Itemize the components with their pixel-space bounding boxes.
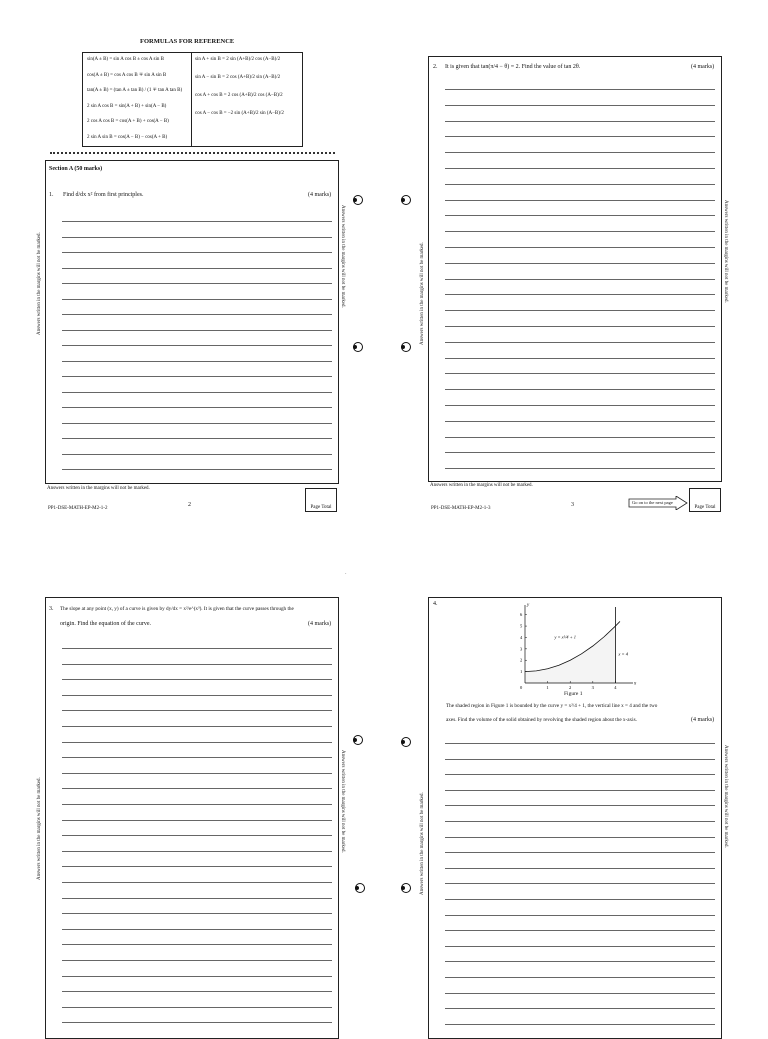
answer-line[interactable] xyxy=(62,882,332,883)
margin-note-right: Answers written in the margins will not be marked. xyxy=(340,750,345,853)
go-on-arrow xyxy=(628,496,688,510)
answer-line[interactable] xyxy=(62,976,332,977)
go-on-text: Go on to the next page xyxy=(632,500,673,505)
y-axis-label: y xyxy=(527,603,530,608)
formula-line: cos(A ± B) = cos A cos B ∓ sin A sin B xyxy=(87,72,167,78)
origin-label: 0 xyxy=(520,685,523,689)
answer-line[interactable] xyxy=(62,392,332,393)
exam-page-3 xyxy=(384,0,768,520)
answer-line[interactable] xyxy=(445,437,715,438)
answer-line[interactable] xyxy=(445,168,715,169)
y-tick-label: 6 xyxy=(520,612,523,618)
answer-line[interactable] xyxy=(62,237,332,238)
page-total-box xyxy=(305,488,337,512)
answer-line[interactable] xyxy=(445,389,715,390)
formula-line: tan(A ± B) = (tan A ± tan B) / (1 ∓ tan A tan B) xyxy=(87,88,183,93)
formula-line: sin A + sin B = 2 sin (A+B)/2 cos (A−B)/2 xyxy=(195,57,281,62)
margin-note-right: Answers written in the margins will not be marked. xyxy=(723,200,728,303)
answer-line[interactable] xyxy=(62,742,332,743)
answer-line[interactable] xyxy=(445,263,715,264)
formula-line: cos A + cos B = 2 cos (A+B)/2 cos (A−B)/2 xyxy=(195,93,283,98)
answer-line[interactable] xyxy=(445,421,715,422)
answer-line[interactable] xyxy=(445,121,715,122)
answer-line[interactable] xyxy=(445,821,715,822)
page-number: 3 xyxy=(571,502,574,508)
answer-line[interactable] xyxy=(62,929,332,930)
answer-line[interactable] xyxy=(445,152,715,153)
answer-line[interactable] xyxy=(62,710,332,711)
x-tick-label: 2 xyxy=(569,685,572,689)
question-marks: (4 marks) xyxy=(308,621,332,627)
answer-line[interactable] xyxy=(62,757,332,758)
answer-line[interactable] xyxy=(445,247,715,248)
question-text-line2: axes. Find the volume of the solid obtained by revolving the shaded region about the x-axis. xyxy=(446,717,637,723)
answer-line[interactable] xyxy=(62,960,332,961)
margin-note-left: Answers written in the margins will not be marked. xyxy=(37,777,42,880)
margin-note-left: Answers written in the margins will not be marked. xyxy=(420,242,425,345)
answer-line[interactable] xyxy=(445,326,715,327)
answer-line[interactable] xyxy=(62,991,332,992)
answer-line[interactable] xyxy=(62,726,332,727)
answer-box-q3 xyxy=(45,597,339,1039)
answer-line[interactable] xyxy=(445,868,715,869)
answer-line[interactable] xyxy=(445,105,715,106)
answer-line[interactable] xyxy=(445,774,715,775)
question-text-line1: The shaded region in Figure 1 is bounded by the curve y = x²/4 + 1, the vertical line x = 4 and the two xyxy=(446,703,658,709)
formula-line: 2 sin A sin B = cos(A − B) − cos(A + B) xyxy=(87,134,168,140)
answer-box-q1 xyxy=(45,160,339,484)
y-tick-label: 3 xyxy=(520,646,523,652)
answer-line[interactable] xyxy=(445,310,715,311)
formulas-table xyxy=(82,52,303,147)
formula-line: 2 sin A cos B = sin(A + B) + sin(A − B) xyxy=(87,103,167,109)
answer-line[interactable] xyxy=(62,835,332,836)
answer-line[interactable] xyxy=(62,804,332,805)
answer-line[interactable] xyxy=(62,1007,332,1008)
answer-box-q4 xyxy=(428,597,722,1039)
punch-hole xyxy=(401,883,411,893)
answer-line[interactable] xyxy=(445,743,715,744)
y-tick-label: 1 xyxy=(520,669,523,675)
answer-line[interactable] xyxy=(62,376,332,377)
answer-line[interactable] xyxy=(62,345,332,346)
answer-line[interactable] xyxy=(62,454,332,455)
answer-line[interactable] xyxy=(445,946,715,947)
answer-line[interactable] xyxy=(445,930,715,931)
answer-line[interactable] xyxy=(62,314,332,315)
answer-line[interactable] xyxy=(445,452,715,453)
answer-line[interactable] xyxy=(445,759,715,760)
y-tick-label: 5 xyxy=(520,623,523,629)
answer-line[interactable] xyxy=(62,252,332,253)
answer-line[interactable] xyxy=(445,961,715,962)
answer-line[interactable] xyxy=(62,1022,332,1023)
question-text: Find d/dx x² from first principles. xyxy=(63,192,144,198)
exam-page-4 xyxy=(0,520,380,1024)
section-heading: Section A (50 marks) xyxy=(49,166,103,172)
answer-line[interactable] xyxy=(445,468,715,469)
formula-line: sin(A ± B) = sin A cos B ± cos A sin B xyxy=(87,57,164,62)
question-marks: (4 marks) xyxy=(691,717,715,723)
question-marks: (4 marks) xyxy=(308,192,332,198)
answer-line[interactable] xyxy=(445,358,715,359)
answer-line[interactable] xyxy=(62,648,332,649)
answer-line[interactable] xyxy=(62,664,332,665)
separator-dotted xyxy=(50,152,335,154)
question-text-line1: The slope at any point (x, y) of a curve is given by dy/dx = x²/e^(x³). It is given that the curve passes through the xyxy=(60,606,294,612)
answer-line[interactable] xyxy=(445,294,715,295)
page-number: 2 xyxy=(188,502,191,508)
answer-line[interactable] xyxy=(445,805,715,806)
answer-line[interactable] xyxy=(445,215,715,216)
formula-line: sin A − sin B = 2 cos (A+B)/2 sin (A−B)/2 xyxy=(195,75,281,80)
answer-line[interactable] xyxy=(62,788,332,789)
formula-line: 2 cos A cos B = cos(A + B) + cos(A − B) xyxy=(87,119,169,124)
answer-line[interactable] xyxy=(62,913,332,914)
answer-line[interactable] xyxy=(62,469,332,470)
question-marks: (4 marks) xyxy=(691,64,715,70)
punch-hole xyxy=(353,342,363,352)
question-number: 4. xyxy=(433,601,438,607)
answer-line[interactable] xyxy=(62,898,332,899)
answer-box-q2 xyxy=(428,56,722,482)
answer-line[interactable] xyxy=(62,438,332,439)
answer-line[interactable] xyxy=(445,342,715,343)
answer-line[interactable] xyxy=(445,993,715,994)
x-tick-label: 1 xyxy=(546,685,549,689)
answer-line[interactable] xyxy=(62,679,332,680)
answer-line[interactable] xyxy=(445,373,715,374)
line-label: x = 4 xyxy=(618,651,628,657)
exam-page-5 xyxy=(384,520,768,1024)
answer-line[interactable] xyxy=(445,977,715,978)
answer-line[interactable] xyxy=(445,883,715,884)
answer-line[interactable] xyxy=(445,1008,715,1009)
margin-note-left: Answers written in the margins will not be marked. xyxy=(420,792,425,895)
answer-line[interactable] xyxy=(62,773,332,774)
punch-hole xyxy=(353,195,363,205)
answer-line[interactable] xyxy=(445,279,715,280)
answer-line[interactable] xyxy=(445,915,715,916)
formulas-title: FORMULAS FOR REFERENCE xyxy=(140,38,235,45)
question-text-line2: origin. Find the equation of the curve. xyxy=(60,621,151,627)
margin-note-right: Answers written in the margins will not be marked. xyxy=(723,745,728,848)
punch-hole xyxy=(355,883,365,893)
margin-note-left: Answers written in the margins will not be marked. xyxy=(37,232,42,335)
question-number: 1. xyxy=(49,192,54,198)
answer-line[interactable] xyxy=(445,136,715,137)
answer-line[interactable] xyxy=(62,361,332,362)
answer-line[interactable] xyxy=(62,423,332,424)
x-tick-label: 4 xyxy=(614,685,617,689)
answer-line[interactable] xyxy=(445,184,715,185)
exam-page-2 xyxy=(0,0,380,520)
punch-hole xyxy=(401,342,411,352)
answer-line[interactable] xyxy=(445,790,715,791)
footer-margin-note: Answers written in the margins will not be marked. xyxy=(47,486,150,491)
question-text: It is given that tan(π/4 − θ) = 2. Find the value of tan 2θ. xyxy=(445,64,581,70)
formulas-right-column xyxy=(195,57,284,129)
answer-line[interactable] xyxy=(445,89,715,90)
punch-hole xyxy=(401,195,411,205)
answer-line[interactable] xyxy=(445,231,715,232)
page-mark: · xyxy=(345,572,347,577)
answer-line[interactable] xyxy=(62,299,332,300)
footer-code: PP1-DSE-MATH-EP-M2-1-2 xyxy=(48,506,108,511)
page-total-label: Page Total xyxy=(694,505,716,510)
answer-line[interactable] xyxy=(62,268,332,269)
margin-note-right: Answers written in the margins will not be marked. xyxy=(340,205,345,308)
question-number: 2. xyxy=(433,64,438,70)
formula-line: cos A − cos B = −2 sin (A+B)/2 sin (A−B)/2 xyxy=(195,111,284,116)
footer-code: PP1-DSE-MATH-EP-M2-1-3 xyxy=(431,506,491,511)
curve-label: y = x²/4 + 1 xyxy=(554,634,577,640)
answer-line[interactable] xyxy=(445,899,715,900)
answer-line[interactable] xyxy=(445,200,715,201)
punch-hole xyxy=(401,737,411,747)
y-tick-label: 2 xyxy=(520,657,523,663)
answer-line[interactable] xyxy=(62,283,332,284)
answer-line[interactable] xyxy=(62,330,332,331)
formulas-left-column xyxy=(87,57,182,150)
question-number: 3. xyxy=(49,606,54,612)
answer-line[interactable] xyxy=(62,851,332,852)
answer-line[interactable] xyxy=(62,695,332,696)
answer-line[interactable] xyxy=(62,221,332,222)
x-tick-label: 3 xyxy=(591,685,594,689)
page-total-box xyxy=(689,488,721,512)
answer-line[interactable] xyxy=(62,866,332,867)
footer-margin-note: Answers written in the margins will not be marked. xyxy=(430,483,533,488)
page-total-label: Page Total xyxy=(310,505,332,510)
figure-1-graph xyxy=(511,603,641,689)
answer-line[interactable] xyxy=(445,405,715,406)
figure-caption: Figure 1 xyxy=(564,691,583,697)
answer-line[interactable] xyxy=(62,407,332,408)
answer-line[interactable] xyxy=(445,837,715,838)
answer-line[interactable] xyxy=(62,820,332,821)
y-tick-label: 4 xyxy=(520,634,523,640)
answer-line[interactable] xyxy=(445,852,715,853)
punch-hole xyxy=(353,735,363,745)
x-axis-label: x xyxy=(634,681,637,687)
answer-line[interactable] xyxy=(62,944,332,945)
